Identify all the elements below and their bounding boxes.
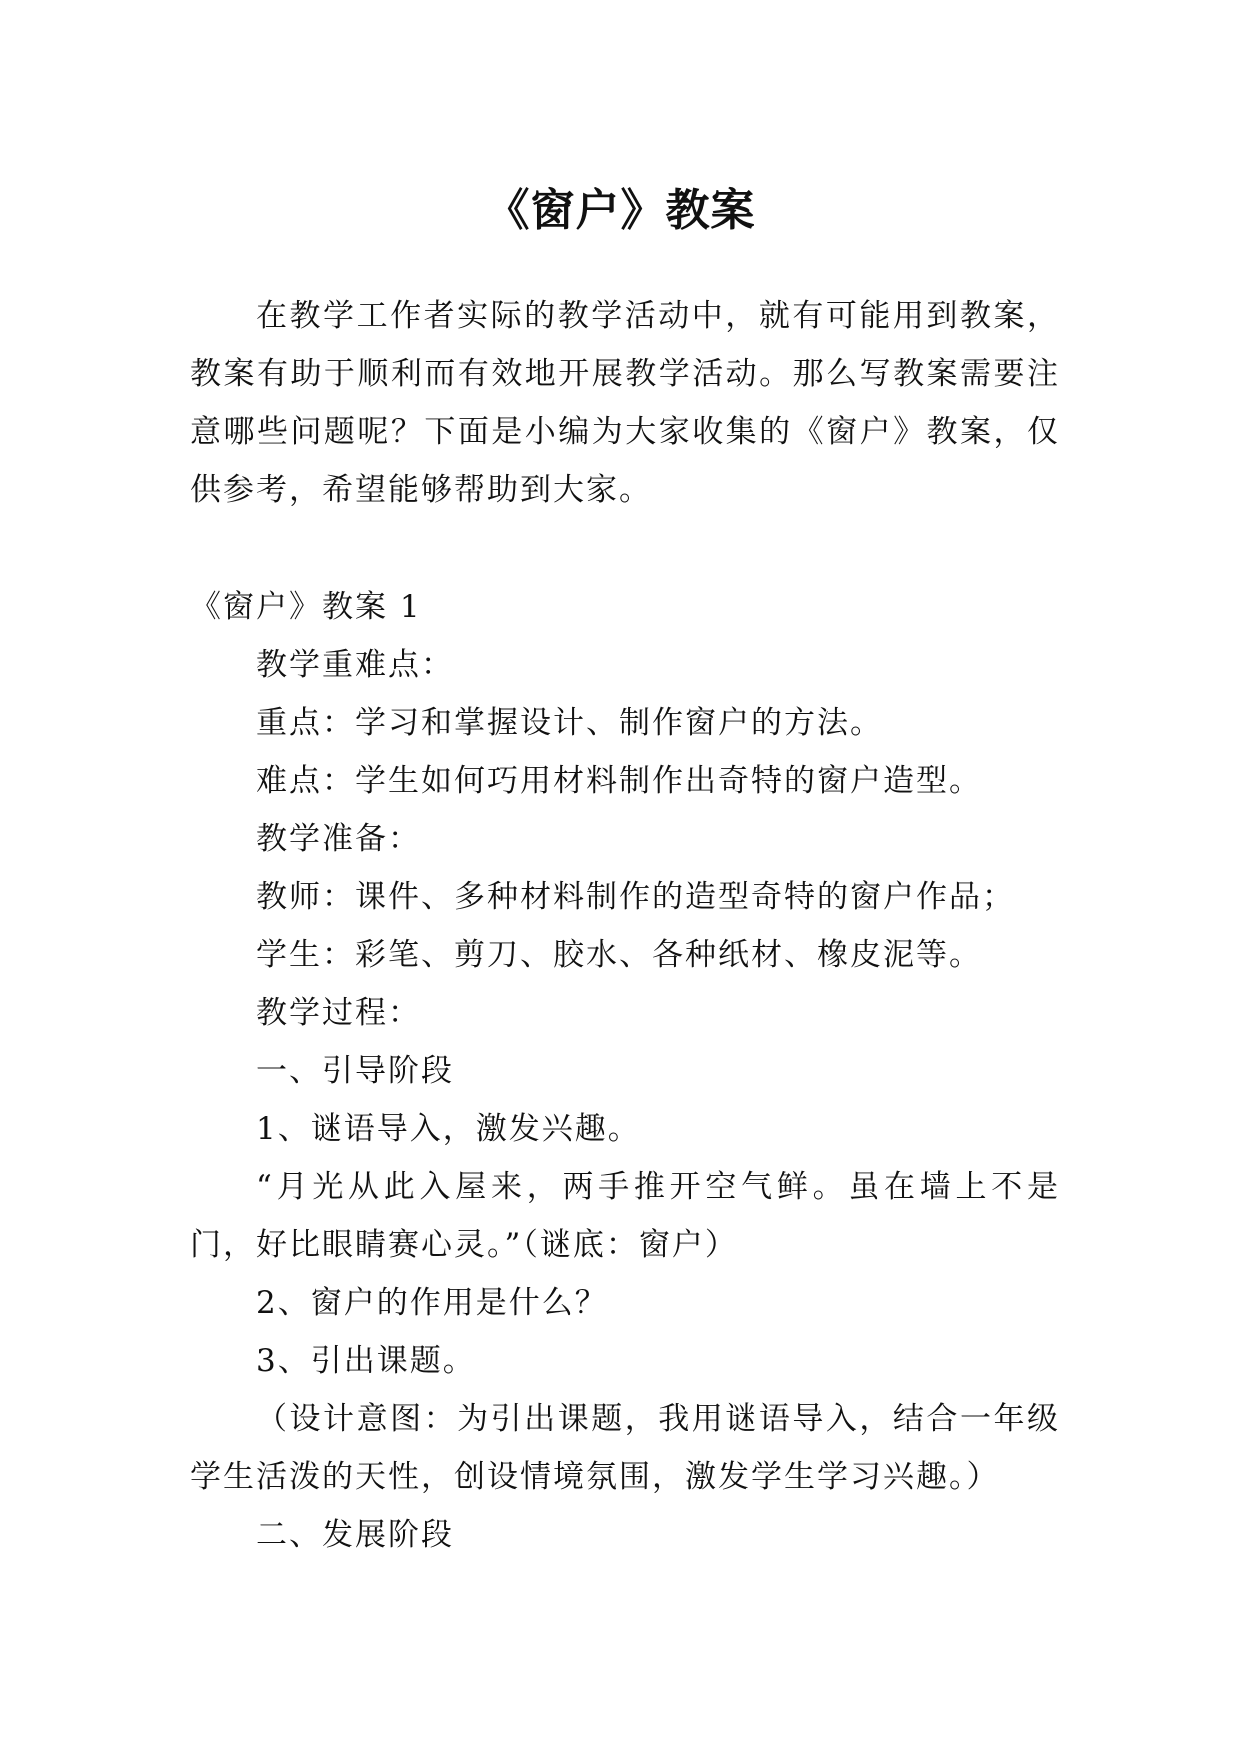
paragraph-riddle-text: “月光从此入屋来，两手推开空气鲜。虽在墙上不是门，好比眼睛赛心灵。”（谜底：窗户） (190, 1169, 1060, 1263)
intro-paragraph: 在教学工作者实际的教学活动中，就有可能用到教案，教案有助于顺利而有效地开展教学活动。那么写教案需要注意哪些问题呢？下面是小编为大家收集的《窗户》教案，仅供参考，希望能够帮助到大家。 (190, 298, 1060, 508)
paragraph-introduce-topic: 3、引出课题。 (256, 1343, 476, 1379)
document-title: 《窗户》教案 (485, 185, 756, 237)
paragraph-window-purpose: 2、窗户的作用是什么？ (256, 1285, 608, 1321)
paragraph-key-point: 重点：学习和掌握设计、制作窗户的方法。 (256, 705, 883, 741)
paragraph-preparation: 教学准备： (256, 821, 421, 857)
paragraph-design-intent: （设计意图：为引出课题，我用谜语导入，结合一年级学生活泼的天性，创设情境氛围，激发学生学习兴趣。） (190, 1401, 1060, 1495)
paragraph-riddle-intro: 1、谜语导入，激发兴趣。 (256, 1111, 641, 1147)
paragraph-stage-one: 一、引导阶段 (256, 1053, 454, 1089)
paragraph-key-difficult-points: 教学重难点： (256, 647, 454, 683)
paragraph-difficult-point: 难点：学生如何巧用材料制作出奇特的窗户造型。 (256, 763, 982, 799)
lesson-plan-body (190, 636, 1060, 1564)
section-heading: 《窗户》教案 1 (190, 589, 422, 625)
paragraph-student-materials: 学生：彩笔、剪刀、胶水、各种纸材、橡皮泥等。 (256, 937, 982, 973)
paragraph-teaching-process: 教学过程： (256, 995, 421, 1031)
paragraph-teacher-materials: 教师：课件、多种材料制作的造型奇特的窗户作品； (256, 879, 1015, 915)
paragraph-stage-two: 二、发展阶段 (256, 1517, 454, 1553)
